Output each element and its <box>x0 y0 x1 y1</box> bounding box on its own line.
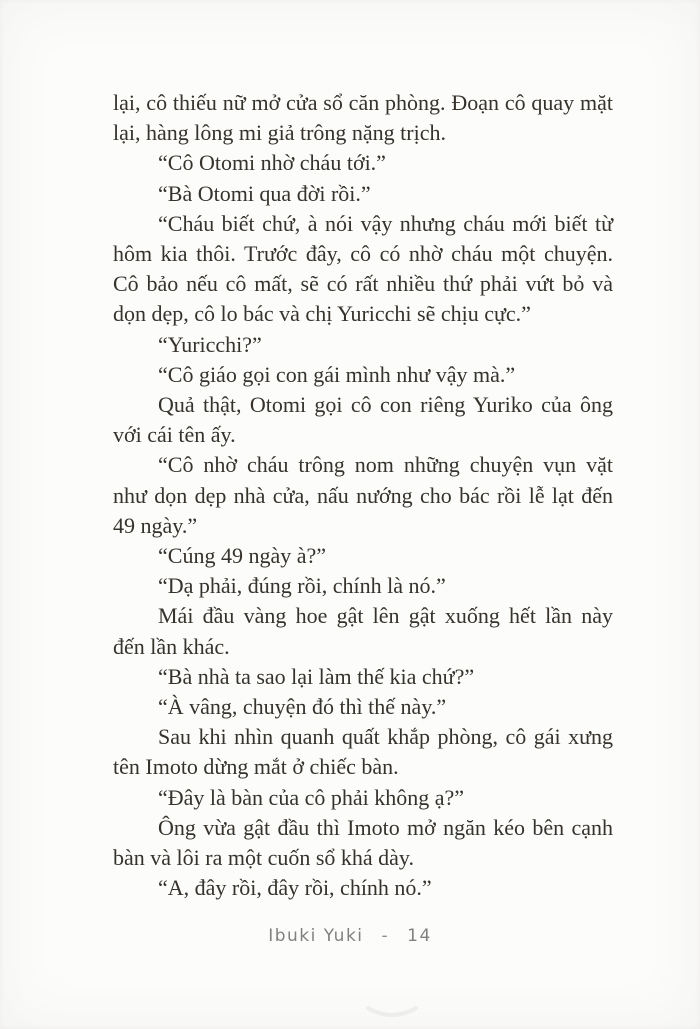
paragraph: “Bà nhà ta sao lại làm thế kia chứ?” <box>158 663 475 689</box>
paragraph: Mái đầu vàng hoe gật lên gật xuống hết lần này đến lần khác. <box>113 603 613 659</box>
paragraph: “Cô Otomi nhờ cháu tới.” <box>158 150 386 176</box>
footer-author: Ibuki Yuki <box>268 926 364 946</box>
footer-page-number: 14 <box>407 926 432 946</box>
paragraph: “Đây là bàn của cô phải không ạ?” <box>158 784 465 810</box>
page-curl-artifact <box>366 1002 418 1022</box>
paragraph: “Cô giáo gọi con gái mình như vậy mà.” <box>158 361 516 387</box>
paragraph: “Cúng 49 ngày à?” <box>158 543 326 569</box>
paragraph: “Cháu biết chứ, à nói vậy nhưng cháu mới biết từ hôm kia thôi. Trước đây, cô có nhờ cháu một chuyện. Cô bảo nếu cô mất, sẽ có rất nhiều thứ phải vứt bỏ và dọn dẹp, cô lo bác và chị Yuricchi sẽ chịu cực.” <box>113 210 613 327</box>
paragraph: Sau khi nhìn quanh quất khắp phòng, cô gái xưng tên Imoto dừng mắt ở chiếc bàn. <box>113 724 613 780</box>
paragraph: Quả thật, Otomi gọi cô con riêng Yuriko của ông với cái tên ấy. <box>113 392 613 448</box>
page-footer <box>0 926 700 946</box>
paragraph: lại, cô thiếu nữ mở cửa sổ căn phòng. Đoạn cô quay mặt lại, hàng lông mi giả trông nặng trịch. <box>113 90 613 146</box>
paragraph: “Dạ phải, đúng rồi, chính là nó.” <box>158 573 446 599</box>
paragraph: “Yuricchi?” <box>158 331 262 357</box>
paragraph: “Bà Otomi qua đời rồi.” <box>158 180 371 206</box>
paragraph: “Cô nhờ cháu trông nom những chuyện vụn vặt như dọn dẹp nhà cửa, nấu nướng cho bác rồi lễ lạt đến 49 ngày.” <box>113 452 613 538</box>
body-text <box>113 88 613 903</box>
footer-separator: - <box>381 926 390 946</box>
paragraph: Ông vừa gật đầu thì Imoto mở ngăn kéo bên cạnh bàn và lôi ra một cuốn sổ khá dày. <box>113 814 613 871</box>
paragraph: “A, đây rồi, đây rồi, chính nó.” <box>158 875 432 901</box>
paragraph: “À vâng, chuyện đó thì thế này.” <box>158 694 447 720</box>
